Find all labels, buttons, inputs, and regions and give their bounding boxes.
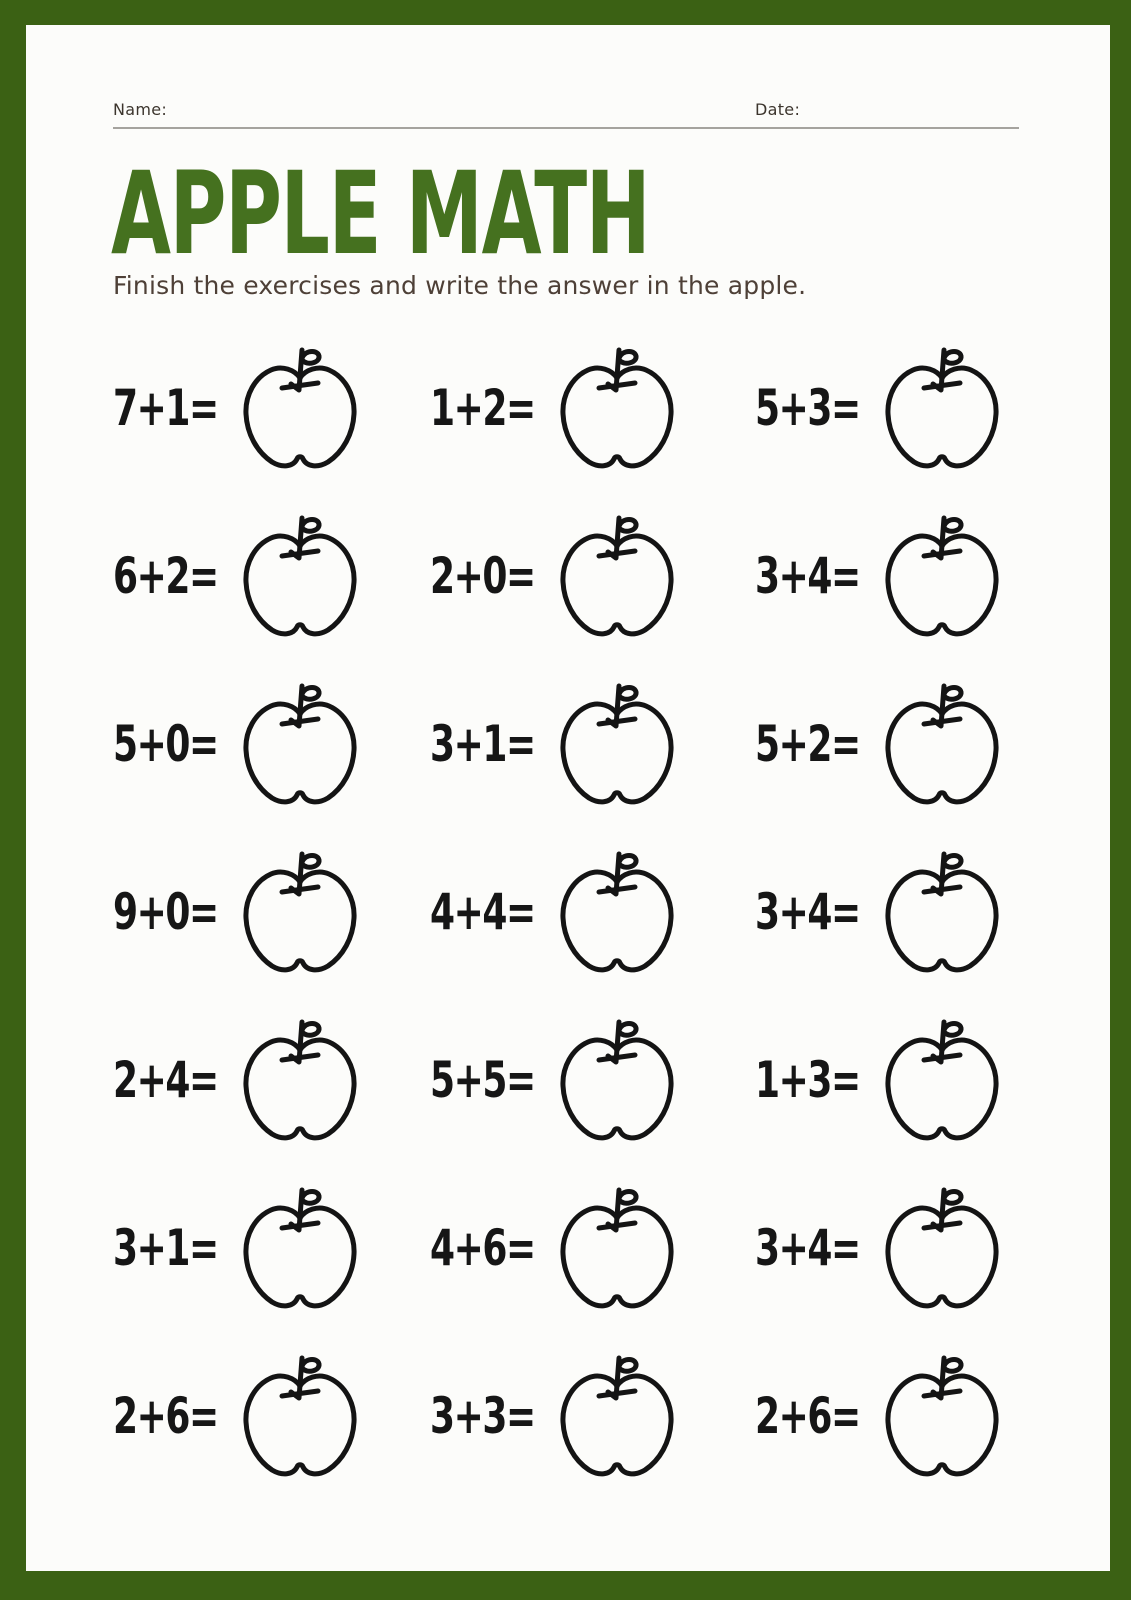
problem-text: 5+0= xyxy=(113,715,218,773)
apple-answer-area[interactable] xyxy=(238,345,362,471)
problem-text: 3+4= xyxy=(755,1219,860,1277)
problem-cell xyxy=(755,1164,1073,1332)
apple-leaf-icon xyxy=(302,1191,319,1203)
problem-cell xyxy=(430,324,755,492)
problem-cell xyxy=(755,1332,1073,1500)
problem-cell xyxy=(113,324,430,492)
problem-cell xyxy=(113,660,430,828)
apple-leaf-icon xyxy=(302,687,319,699)
problem-text: 9+0= xyxy=(113,883,218,941)
problem-cell xyxy=(113,1164,430,1332)
apple-answer-area[interactable] xyxy=(880,849,1004,975)
apple-leaf-icon xyxy=(619,855,636,867)
name-date-line[interactable] xyxy=(113,95,1019,129)
problem-text: 1+3= xyxy=(755,1051,860,1109)
apple-answer-area[interactable] xyxy=(880,1353,1004,1479)
problem-text: 1+2= xyxy=(430,379,535,437)
problem-text: 3+4= xyxy=(755,883,860,941)
apple-answer-area[interactable] xyxy=(238,681,362,807)
apple-leaf-icon xyxy=(944,351,961,363)
problem-text: 5+3= xyxy=(755,379,860,437)
problem-text: 5+5= xyxy=(430,1051,535,1109)
page-title: APPLE MATH xyxy=(111,147,650,280)
problems-grid xyxy=(113,324,1073,1500)
apple-leaf-icon xyxy=(619,1023,636,1035)
problem-cell xyxy=(430,996,755,1164)
apple-answer-area[interactable] xyxy=(555,849,679,975)
apple-answer-area[interactable] xyxy=(238,1353,362,1479)
problem-cell xyxy=(113,996,430,1164)
problem-cell xyxy=(113,828,430,996)
problem-cell xyxy=(113,492,430,660)
apple-leaf-icon xyxy=(302,855,319,867)
problem-cell xyxy=(755,492,1073,660)
apple-answer-area[interactable] xyxy=(880,345,1004,471)
apple-leaf-icon xyxy=(619,351,636,363)
apple-answer-area[interactable] xyxy=(880,1185,1004,1311)
problem-cell xyxy=(430,828,755,996)
apple-answer-area[interactable] xyxy=(555,513,679,639)
apple-answer-area[interactable] xyxy=(238,513,362,639)
apple-answer-area[interactable] xyxy=(555,1353,679,1479)
problem-cell xyxy=(430,1332,755,1500)
problem-cell xyxy=(755,324,1073,492)
problem-cell xyxy=(755,660,1073,828)
apple-answer-area[interactable] xyxy=(555,1185,679,1311)
problem-text: 2+4= xyxy=(113,1051,218,1109)
problem-text: 2+6= xyxy=(755,1387,860,1445)
apple-answer-area[interactable] xyxy=(880,681,1004,807)
apple-leaf-icon xyxy=(944,855,961,867)
problem-text: 4+4= xyxy=(430,883,535,941)
problem-text: 3+4= xyxy=(755,547,860,605)
apple-answer-area[interactable] xyxy=(880,1017,1004,1143)
problem-text: 7+1= xyxy=(113,379,218,437)
problem-text: 6+2= xyxy=(113,547,218,605)
apple-leaf-icon xyxy=(619,1191,636,1203)
apple-answer-area[interactable] xyxy=(238,849,362,975)
apple-answer-area[interactable] xyxy=(555,1017,679,1143)
problem-cell xyxy=(113,1332,430,1500)
problem-cell xyxy=(430,1164,755,1332)
date-label: Date: xyxy=(755,100,801,119)
problem-text: 5+2= xyxy=(755,715,860,773)
apple-leaf-icon xyxy=(302,1359,319,1371)
apple-leaf-icon xyxy=(944,1023,961,1035)
apple-leaf-icon xyxy=(944,1191,961,1203)
apple-leaf-icon xyxy=(619,1359,636,1371)
apple-leaf-icon xyxy=(944,1359,961,1371)
problem-cell xyxy=(430,492,755,660)
apple-answer-area[interactable] xyxy=(238,1017,362,1143)
apple-leaf-icon xyxy=(619,687,636,699)
apple-leaf-icon xyxy=(302,519,319,531)
problem-cell xyxy=(755,996,1073,1164)
name-label: Name: xyxy=(113,100,168,119)
problem-cell xyxy=(755,828,1073,996)
apple-answer-area[interactable] xyxy=(238,1185,362,1311)
apple-leaf-icon xyxy=(302,351,319,363)
problem-text: 3+3= xyxy=(430,1387,535,1445)
instructions-text: Finish the exercises and write the answer in the apple. xyxy=(113,271,807,300)
apple-leaf-icon xyxy=(944,519,961,531)
apple-answer-area[interactable] xyxy=(880,513,1004,639)
problem-cell xyxy=(430,660,755,828)
worksheet-page xyxy=(26,25,1110,1571)
problem-text: 3+1= xyxy=(430,715,535,773)
apple-leaf-icon xyxy=(302,1023,319,1035)
apple-answer-area[interactable] xyxy=(555,681,679,807)
apple-leaf-icon xyxy=(944,687,961,699)
problem-text: 2+0= xyxy=(430,547,535,605)
problem-text: 4+6= xyxy=(430,1219,535,1277)
apple-leaf-icon xyxy=(619,519,636,531)
apple-answer-area[interactable] xyxy=(555,345,679,471)
problem-text: 3+1= xyxy=(113,1219,218,1277)
problem-text: 2+6= xyxy=(113,1387,218,1445)
